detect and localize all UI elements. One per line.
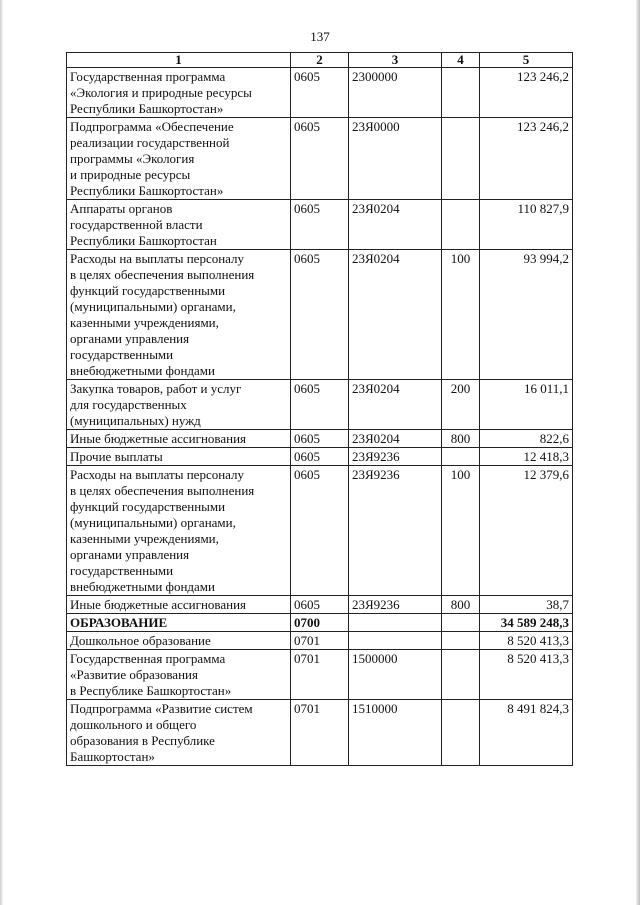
cell-amount: 8 491 824,3 (480, 700, 573, 766)
cell-vr: 100 (442, 466, 480, 596)
cell-name-line: государственной власти (70, 217, 203, 232)
cell-name (67, 380, 291, 430)
cell-vr: 100 (442, 250, 480, 380)
cell-section: 0605 (291, 250, 349, 380)
cell-vr (442, 650, 480, 700)
cell-name-line: Республики Башкортостан» (70, 101, 224, 116)
cell-name-line: и природные ресурсы (70, 167, 191, 182)
table-row (67, 466, 573, 596)
header-cell-vr: 4 (442, 53, 480, 68)
cell-name-line: функций государственными (70, 499, 226, 514)
cell-vr (442, 614, 480, 632)
table-row (67, 68, 573, 118)
cell-name (67, 650, 291, 700)
cell-code: 23Я0204 (349, 380, 442, 430)
cell-section: 0605 (291, 430, 349, 448)
cell-amount: 12 418,3 (480, 448, 573, 466)
cell-name-line: в целях обеспечения выполнения (70, 483, 255, 498)
cell-code: 23Я0204 (349, 200, 442, 250)
cell-name (67, 614, 291, 632)
cell-name-line: казенными учреждениями, (70, 315, 219, 330)
header-cell-code: 3 (349, 53, 442, 68)
cell-section: 0605 (291, 200, 349, 250)
cell-name-line: реализации государственной (70, 135, 230, 150)
cell-name-line: в Республике Башкортостан» (70, 683, 232, 698)
table-row (67, 380, 573, 430)
table-row (67, 448, 573, 466)
cell-vr (442, 448, 480, 466)
cell-name-line: дошкольного и общего (70, 717, 197, 732)
cell-amount: 16 011,1 (480, 380, 573, 430)
cell-amount: 822,6 (480, 430, 573, 448)
table-row (67, 118, 573, 200)
table-body (67, 68, 573, 766)
header-row (67, 53, 573, 68)
cell-vr: 800 (442, 430, 480, 448)
cell-section: 0701 (291, 650, 349, 700)
cell-amount: 38,7 (480, 596, 573, 614)
cell-name-line: Подпрограмма «Развитие систем (70, 701, 253, 716)
cell-code: 23Я0000 (349, 118, 442, 200)
table-row (67, 614, 573, 632)
cell-section: 0605 (291, 380, 349, 430)
cell-name-line: Подпрограмма «Обеспечение (70, 119, 234, 134)
cell-section: 0605 (291, 68, 349, 118)
cell-code: 23Я9236 (349, 596, 442, 614)
cell-name-line: Республики Башкортостан (70, 233, 217, 248)
cell-name-line: Иные бюджетные ассигнования (70, 431, 247, 446)
cell-amount: 123 246,2 (480, 118, 573, 200)
cell-name-line: органами управления (70, 547, 190, 562)
cell-vr (442, 200, 480, 250)
scan-edge-right (636, 0, 640, 905)
cell-section: 0701 (291, 632, 349, 650)
table-row (67, 632, 573, 650)
cell-name-line: внебюджетными фондами (70, 579, 215, 594)
cell-code: 23Я9236 (349, 466, 442, 596)
cell-name-line: Аппараты органов (70, 201, 173, 216)
cell-name-line: (муниципальными) органами, (70, 299, 236, 314)
cell-code (349, 614, 442, 632)
cell-name-line: программы «Экология (70, 151, 195, 166)
cell-name-line: для государственных (70, 397, 187, 412)
cell-name-line: Башкортостан» (70, 749, 155, 764)
cell-code (349, 632, 442, 650)
cell-name (67, 200, 291, 250)
cell-vr: 800 (442, 596, 480, 614)
cell-name (67, 118, 291, 200)
budget-table (66, 52, 573, 766)
cell-name-line: внебюджетными фондами (70, 363, 215, 378)
page-number: 137 (310, 29, 330, 44)
cell-name (67, 596, 291, 614)
cell-name-line: в целях обеспечения выполнения (70, 267, 255, 282)
cell-name (67, 700, 291, 766)
cell-name (67, 466, 291, 596)
cell-code: 23Я9236 (349, 448, 442, 466)
cell-amount: 12 379,6 (480, 466, 573, 596)
cell-section: 0701 (291, 700, 349, 766)
cell-amount: 123 246,2 (480, 68, 573, 118)
cell-name-line: Закупка товаров, работ и услуг (70, 381, 242, 396)
cell-code: 23Я0204 (349, 430, 442, 448)
cell-name-line: Дошкольное образование (70, 633, 211, 648)
header-cell-amount: 5 (480, 53, 573, 68)
cell-name-line: государственными (70, 563, 174, 578)
cell-name-line: (муниципальными) органами, (70, 515, 236, 530)
cell-section: 0605 (291, 596, 349, 614)
cell-name-line: органами управления (70, 331, 190, 346)
cell-name (67, 632, 291, 650)
cell-name-line: ОБРАЗОВАНИЕ (70, 615, 168, 630)
cell-name-line: казенными учреждениями, (70, 531, 219, 546)
table-row (67, 200, 573, 250)
cell-name-line: «Экология и природные ресурсы (70, 85, 252, 100)
cell-amount: 34 589 248,3 (480, 614, 573, 632)
cell-name-line: Иные бюджетные ассигнования (70, 597, 247, 612)
cell-code: 2300000 (349, 68, 442, 118)
cell-section: 0605 (291, 448, 349, 466)
cell-code: 1500000 (349, 650, 442, 700)
cell-amount: 93 994,2 (480, 250, 573, 380)
cell-name (67, 448, 291, 466)
cell-name-line: Расходы на выплаты персоналу (70, 251, 245, 266)
cell-name-line: Государственная программа (70, 651, 226, 666)
cell-vr (442, 118, 480, 200)
cell-name-line: «Развитие образования (70, 667, 198, 682)
cell-name-line: Республики Башкортостан» (70, 183, 224, 198)
cell-amount: 8 520 413,3 (480, 632, 573, 650)
cell-name-line: Государственная программа (70, 69, 226, 84)
cell-amount: 8 520 413,3 (480, 650, 573, 700)
cell-section: 0605 (291, 118, 349, 200)
cell-vr: 200 (442, 380, 480, 430)
table-row (67, 596, 573, 614)
cell-code: 23Я0204 (349, 250, 442, 380)
cell-vr (442, 632, 480, 650)
cell-section: 0605 (291, 466, 349, 596)
scan-edge-left (0, 0, 3, 905)
cell-name (67, 68, 291, 118)
table-row (67, 430, 573, 448)
cell-name-line: Прочие выплаты (70, 449, 163, 464)
cell-amount: 110 827,9 (480, 200, 573, 250)
cell-name-line: (муниципальных) нужд (70, 413, 201, 428)
cell-section: 0700 (291, 614, 349, 632)
table-row (67, 650, 573, 700)
cell-name-line: Расходы на выплаты персоналу (70, 467, 245, 482)
cell-name-line: функций государственными (70, 283, 226, 298)
cell-name-line: государственными (70, 347, 174, 362)
cell-name (67, 250, 291, 380)
cell-vr (442, 68, 480, 118)
header-cell-name: 1 (67, 53, 291, 68)
header-cell-section: 2 (291, 53, 349, 68)
cell-name (67, 430, 291, 448)
table-row (67, 250, 573, 380)
cell-vr (442, 700, 480, 766)
cell-name-line: образования в Республике (70, 733, 215, 748)
cell-code: 1510000 (349, 700, 442, 766)
table-row (67, 700, 573, 766)
